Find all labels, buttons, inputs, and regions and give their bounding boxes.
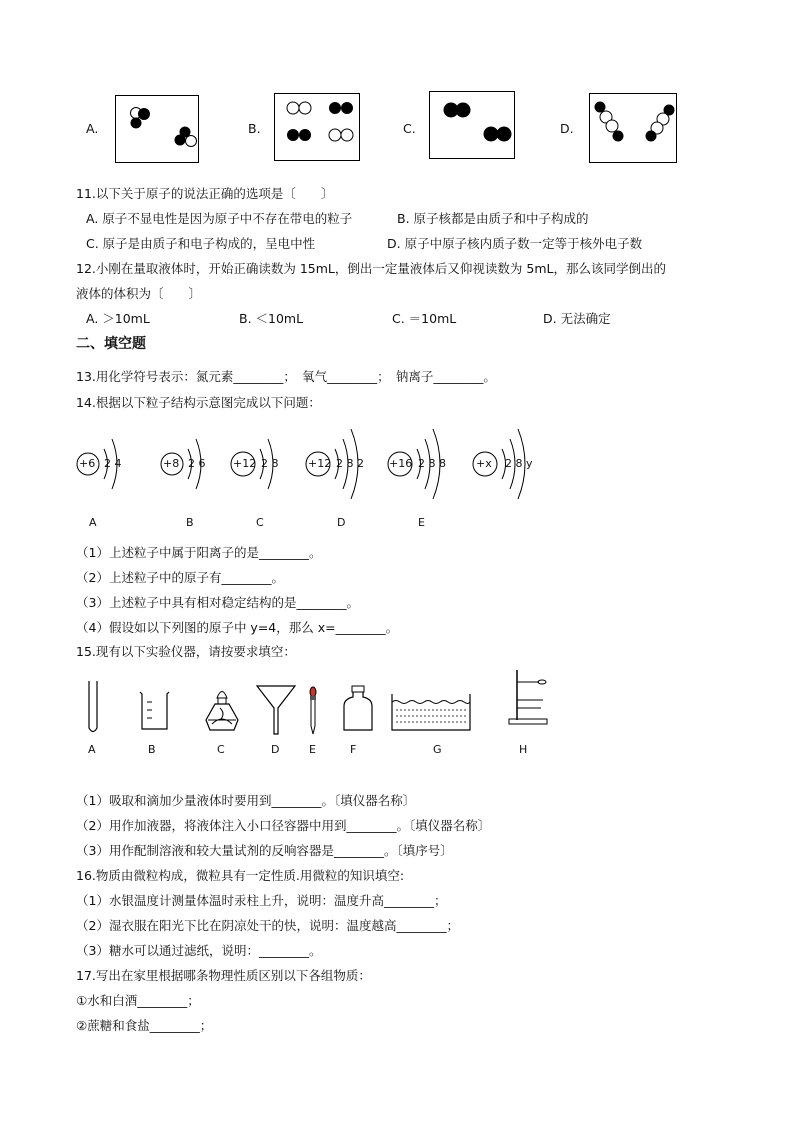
particle-e-shells: 2 8 8 — [418, 457, 446, 470]
funnel-icon — [255, 684, 297, 736]
q11-stem: 11.以下关于原子的说法正确的选项是〔 〕 — [76, 186, 334, 201]
q16-sub3: （3）糖水可以通过滤纸，说明：________。 — [76, 943, 322, 958]
q10-option-c-molecules — [429, 91, 513, 157]
q10-option-b-label: B. — [248, 121, 261, 136]
q14-sub2: （2）上述粒子中的原子有________。 — [76, 570, 284, 585]
particle-b-label: B — [186, 516, 194, 529]
particle-c-nucleus: +12 — [233, 457, 257, 470]
q17-sub1: ①水和白酒________； — [76, 993, 200, 1008]
q10-option-a-label: A. — [86, 121, 99, 136]
particle-a-label: A — [89, 516, 97, 529]
q15-sub2: （2）用作加液器，将液体注入小口径容器中用到________。〔填仪器名称〕 — [76, 818, 491, 833]
q11-option-c: C. 原子是由质子和电子构成的，呈电中性 — [86, 236, 316, 251]
alcohol-lamp-icon — [202, 684, 242, 734]
particle-d-shells: 2 8 2 — [336, 457, 364, 470]
q12-stem-line1: 12.小刚在量取液体时，开始正确读数为 15mL，倒出一定量液体后又仰视读数为 5mL，那么该同学倒出的 — [76, 261, 666, 276]
water-trough-icon — [390, 690, 472, 732]
particle-c-shells: 2 8 — [261, 457, 279, 470]
particle-a-shells: 2 4 — [104, 457, 122, 470]
q15-sub1: （1）吸取和滴加少量液体时要用到________。〔填仪器名称〕 — [76, 793, 416, 808]
q11-option-b: B. 原子核都是由质子和中子构成的 — [397, 211, 589, 226]
q14-sub4: （4）假设如以下列图的原子中 y=4，那么 x=________。 — [76, 620, 399, 635]
particle-d-nucleus: +12 — [308, 457, 332, 470]
apparatus-label-a: A — [88, 743, 96, 756]
particle-d-label: D — [337, 516, 346, 529]
q12-option-a: A. ＞10mL — [86, 311, 150, 326]
q14-sub3: （3）上述粒子中具有相对稳定结构的是________。 — [76, 595, 359, 610]
q10-option-a-molecules — [115, 95, 197, 161]
apparatus-label-d: D — [271, 743, 280, 756]
particle-c-label: C — [256, 516, 264, 529]
apparatus-label-h: H — [519, 743, 528, 756]
particle-x-shells: 2 8 y — [505, 457, 533, 470]
dropper-icon — [307, 686, 319, 736]
q14-sub1: （1）上述粒子中属于阳离子的是________。 — [76, 545, 322, 560]
q12-option-d: D. 无法确定 — [543, 311, 611, 326]
iron-stand-icon — [505, 668, 551, 726]
q16-sub1: （1）水银温度计测量体温时汞柱上升，说明：温度升高________； — [76, 893, 447, 908]
apparatus-label-b: B — [148, 743, 156, 756]
particle-e-nucleus: +16 — [389, 457, 413, 470]
q15-stem: 15.现有以下实验仪器，请按要求填空： — [76, 644, 296, 659]
test-tube-icon — [86, 680, 100, 736]
apparatus-label-c: C — [217, 743, 225, 756]
q10-option-b-molecules — [274, 93, 358, 159]
section-title-fill-in: 二、填空题 — [76, 336, 146, 352]
q12-option-b: B. ＜10mL — [239, 311, 304, 326]
apparatus-label-e: E — [309, 743, 316, 756]
q11-option-d: D. 原子中原子核内质子数一定等于核外电子数 — [387, 236, 643, 251]
q17-sub2: ②蔗糖和食盐________； — [76, 1018, 213, 1033]
q17-stem: 17.写出在家里根据哪条物理性质区别以下各组物质： — [76, 968, 371, 983]
particle-a-nucleus: +6 — [79, 457, 96, 470]
particle-e-label: E — [418, 516, 425, 529]
reagent-bottle-icon — [341, 684, 375, 734]
beaker-icon — [138, 690, 170, 732]
q15-sub3: （3）用作配制溶液和较大量试剂的反响容器是________。〔填序号〕 — [76, 843, 453, 858]
q16-sub2: （2）湿衣服在阳光下比在阴凉处干的快，说明：温度越高________； — [76, 918, 459, 933]
q13-stem: 13.用化学符号表示：氮元素________； 氧气________； 钠离子________。 — [76, 369, 496, 384]
q11-option-a: A. 原子不显电性是因为原子中不存在带电的粒子 — [86, 211, 353, 226]
q12-stem-line2: 液体的体积为〔 〕 — [76, 286, 202, 301]
particle-b-nucleus: +8 — [163, 457, 180, 470]
apparatus-label-g: G — [433, 743, 442, 756]
particle-b-shells: 2 6 — [188, 457, 206, 470]
apparatus-label-f: F — [350, 743, 357, 756]
particle-x-nucleus: +x — [476, 457, 492, 470]
q16-stem: 16.物质由微粒构成，微粒具有一定性质.用微粒的知识填空: — [76, 868, 405, 883]
q14-stem: 14.根据以下粒子结构示意图完成以下问题： — [76, 395, 321, 410]
q10-option-c-label: C. — [403, 121, 416, 136]
q10-option-d-molecules — [589, 93, 675, 161]
q10-option-d-label: D. — [560, 121, 574, 136]
q12-option-c: C. ＝10mL — [392, 311, 457, 326]
